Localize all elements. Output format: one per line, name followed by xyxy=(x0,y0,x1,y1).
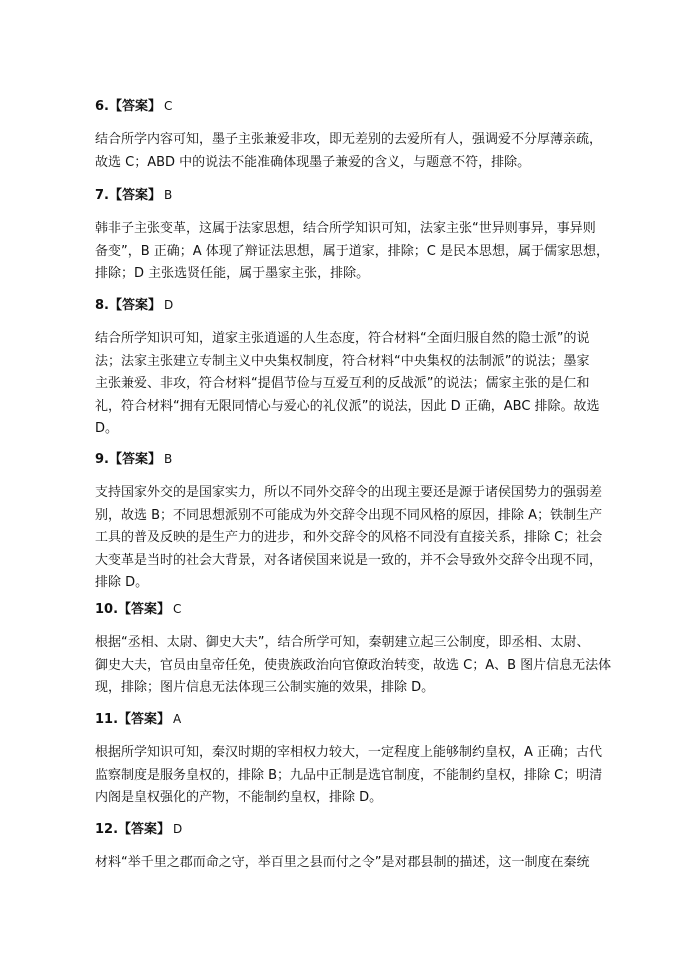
explanation-line: 结合所学知识可知，道家主张逍遥的人生态度，符合材料“全面归服自然的隐士派”的说 xyxy=(95,331,590,346)
explanation-text xyxy=(95,218,610,286)
answer-item-6 xyxy=(95,97,605,174)
answer-heading xyxy=(95,600,605,618)
answer-item-11 xyxy=(95,710,605,810)
answer-item-10 xyxy=(95,600,612,700)
answer-label: 【答案】 xyxy=(118,602,171,617)
answer-label: 【答案】 xyxy=(118,822,171,837)
explanation-text xyxy=(95,482,605,595)
explanation-line: 工具的普及反映的是生产力的进步，和外交辞令的风格不同没有直接关系，排除 C；社会 xyxy=(95,530,603,545)
answer-label: 【答案】 xyxy=(108,188,161,203)
explanation-line: 排除；D 主张选贤任能，属于墨家主张，排除。 xyxy=(95,266,370,281)
question-number: 7. xyxy=(95,188,109,203)
question-number: 9. xyxy=(95,452,109,467)
explanation-line: 礼，符合材料“拥有无限同情心与爱心的礼仪派”的说法，因此 D 正确，ABC 排除。故选 xyxy=(95,398,600,414)
answer-letter: D xyxy=(173,822,183,836)
answer-letter: B xyxy=(164,452,173,466)
explanation-line: 御史大夫，官员由皇帝任免，使贵族政治向官僚政治转变，故选 C；A、B 图片信息无法体 xyxy=(95,657,612,673)
explanation-line: 内阁是皇权强化的产物，不能制约皇权，排除 D。 xyxy=(95,790,383,805)
explanation-line: 支持国家外交的是国家实力，所以不同外交辞令的出现主要还是源于诸侯国势力的强弱差 xyxy=(95,485,603,500)
answer-label: 【答案】 xyxy=(108,452,161,467)
question-number: 8. xyxy=(95,298,109,313)
explanation-line: 法；法家主张建立专制主义中央集权制度，符合材料“中央集权的法制派”的说法；墨家 xyxy=(95,353,590,369)
answer-heading xyxy=(95,820,605,838)
explanation-line: 材料“举千里之郡而命之守，举百里之县而付之令”是对郡县制的描述，这一制度在秦统 xyxy=(95,855,590,870)
answer-letter: A xyxy=(173,712,182,726)
explanation-text xyxy=(95,742,605,810)
answer-heading xyxy=(95,186,605,204)
question-number: 6. xyxy=(95,99,109,114)
explanation-text xyxy=(95,328,605,441)
answer-letter: C xyxy=(164,99,173,113)
explanation-line: 监察制度是服务皇权的，排除 B；九品中正制是选官制度，不能制约皇权，排除 C；明清 xyxy=(95,767,603,783)
answer-letter: D xyxy=(164,298,174,312)
answer-item-9 xyxy=(95,450,605,595)
answer-item-7 xyxy=(95,186,610,286)
answer-item-12 xyxy=(95,820,605,875)
explanation-line: 主张兼爱、非攻，符合材料“提倡节俭与互爱互利的反战派”的说法；儒家主张的是仁和 xyxy=(95,376,590,391)
explanation-line: 韩非子主张变革，这属于法家思想，结合所学知识可知，法家主张“世异则事异，事异则 xyxy=(95,221,596,236)
answer-heading xyxy=(95,97,605,115)
answer-letter: B xyxy=(164,188,173,202)
answer-heading xyxy=(95,710,605,728)
answer-letter: C xyxy=(173,602,182,616)
question-number: 11. xyxy=(95,712,119,727)
explanation-line: 现，排除；图片信息无法体现三公制实施的效果，排除 D。 xyxy=(95,680,435,695)
explanation-line: D。 xyxy=(95,421,119,436)
explanation-line: 备变”，B 正确；A 体现了辩证法思想，属于道家，排除；C 是民本思想，属于儒家思想， xyxy=(95,243,610,259)
answer-label: 【答案】 xyxy=(118,712,171,727)
explanation-text xyxy=(95,852,605,875)
question-number: 12. xyxy=(95,822,119,837)
explanation-line: 大变革是当时的社会大背景，对各诸侯国来说是一致的，并不会导致外交辞令出现不同， xyxy=(95,552,603,568)
answer-label: 【答案】 xyxy=(108,298,161,313)
explanation-text xyxy=(95,129,605,174)
answer-item-8 xyxy=(95,296,605,441)
explanation-line: 根据“丞相、太尉、御史大夫”，结合所学可知，秦朝建立起三公制度，即丞相、太尉、 xyxy=(95,635,590,650)
explanation-line: 故选 C；ABD 中的说法不能准确体现墨子兼爱的含义，与题意不符，排除。 xyxy=(95,154,531,170)
answer-heading xyxy=(95,450,605,468)
answer-heading xyxy=(95,296,605,314)
explanation-line: 排除 D。 xyxy=(95,575,149,590)
explanation-line: 根据所学知识可知，秦汉时期的宰相权力较大，一定程度上能够制约皇权，A 正确；古代 xyxy=(95,745,603,760)
answer-label: 【答案】 xyxy=(108,99,161,114)
explanation-line: 别，故选 B；不同思想派别不可能成为外交辞令出现不同风格的原因，排除 A；铁制生产 xyxy=(95,507,603,523)
question-number: 10. xyxy=(95,602,119,617)
explanation-text xyxy=(95,632,612,700)
explanation-line: 结合所学内容可知，墨子主张兼爱非攻，即无差别的去爱所有人，强调爱不分厚薄亲疏， xyxy=(95,132,603,147)
